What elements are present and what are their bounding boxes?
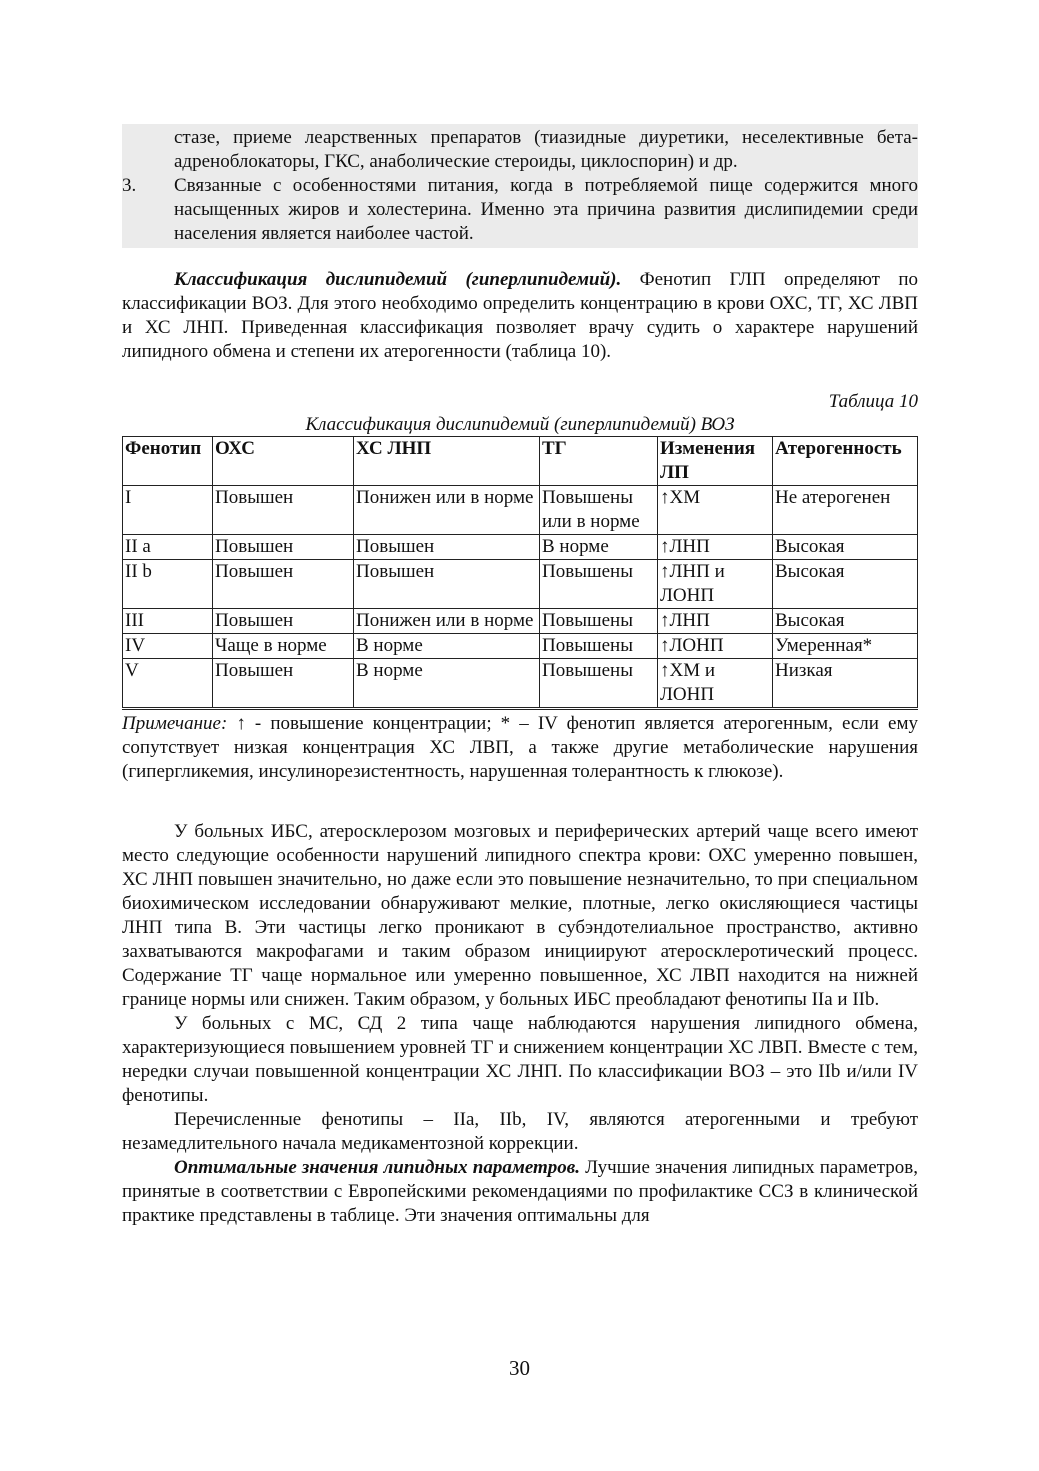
table-cell: II b — [123, 560, 213, 609]
header-ohs: ОХС — [213, 437, 354, 486]
table-cell: Повышен — [213, 535, 354, 560]
table-cell: Повышены — [540, 634, 658, 659]
table-cell: Повышены или в норме — [540, 486, 658, 535]
phenotype-table — [122, 436, 918, 710]
header-lp-changes: Изменения ЛП — [658, 437, 773, 486]
table-cell: Повышен — [354, 535, 540, 560]
table-row — [123, 486, 918, 535]
table-caption: Классификация дислипидемий (гиперлипидемий) ВОЗ — [305, 414, 735, 435]
table-cell: Понижен или в норме — [354, 486, 540, 535]
table-cell: Не атерогенен — [773, 486, 918, 535]
table-cell: Высокая — [773, 535, 918, 560]
table-cell: III — [123, 609, 213, 634]
table-row — [123, 535, 918, 560]
list-item-text: Связанные с особенностями питания, когда в потребляемой пище содержится много насыщенных жиров и холестерина. Именно эта причина развития дислипидемии среди населения является наиболее частой. — [174, 175, 918, 244]
table-row — [123, 609, 918, 634]
table-cell: В норме — [540, 535, 658, 560]
table-cell: ↑ХМ — [658, 486, 773, 535]
table-cell: IV — [123, 634, 213, 659]
optimal-values-heading: Оптимальные значения липидных параметров. — [174, 1157, 581, 1178]
table-cell: Повышен — [213, 609, 354, 634]
table-cell: Повышен — [354, 560, 540, 609]
table-row — [123, 659, 918, 709]
table-cell: Повышен — [213, 659, 354, 709]
classification-heading: Классификация дислипидемий (гиперлипидемий). — [174, 269, 622, 290]
table-cell: II a — [123, 535, 213, 560]
note-label: Примечание: — [122, 713, 228, 734]
table-cell: ↑ЛНП — [658, 609, 773, 634]
header-atherogenicity: Атерогенность — [773, 437, 918, 486]
table-cell: Понижен или в норме — [354, 609, 540, 634]
body-paragraph-2: У больных с МС, СД 2 типа чаще наблюдаются нарушения липидного обмена, характеризующиеся повышением уровней ТГ и снижением концентрации ХС ЛВП. Вместе с тем, нередки случаи повышенной концентрации ХС ЛНП. По классификации ВОЗ – это IIb и/или IV фенотипы. — [122, 1013, 918, 1106]
list-item-continuation: стазе, приеме леарственных препаратов (тиазидные диуретики, неселективные бета-адреноблокаторы, ГКС, анаболические стероиды, циклоспорин) и др. — [174, 127, 918, 172]
body-paragraph-1: У больных ИБС, атеросклерозом мозговых и периферических артерий чаще всего имеют место следующие особенности нарушений липидного спектра крови: ОХС умеренно повышен, ХС ЛНП повышен значительно, но даже если это повышение незначительно, то при специальном биохимическом исследовании обнаруживают мелкие, плотные, легко окисляющиеся частицы ЛНП типа В. Эти частицы легко проникают в субэндотелиальное пространство, активно захватываются макрофагами и таким образом инициируют атеросклеротический процесс. Содержание ТГ чаще нормальное или умеренно повышенное, ХС ЛВП находится на нижней границе нормы или снижен. Таким образом, у больных ИБС преобладают фенотипы IIa и IIb. — [122, 821, 918, 1010]
table-cell: ↑ЛОНП — [658, 634, 773, 659]
classification-paragraph — [122, 268, 918, 364]
table-cell: В норме — [354, 659, 540, 709]
list-item-number: 3. — [122, 175, 137, 196]
page-content — [122, 124, 918, 1228]
optimal-values-text: Лучшие значения липидных параметров, принятые в соответствии с Европейскими рекомендациями по профилактике ССЗ в клинической практике представлены в таблице. Эти значения оптимальны для — [122, 1157, 918, 1226]
table-cell: Повышены — [540, 659, 658, 709]
table-cell: Чаще в норме — [213, 634, 354, 659]
table-cell: ↑ЛНП и ЛОНП — [658, 560, 773, 609]
body-paragraph-3: Перечисленные фенотипы – IIa, IIb, IV, являются атерогенными и требуют незамедлительного начала медикаментозной коррекции. — [122, 1109, 918, 1154]
table-cell: ↑ХМ и ЛОНП — [658, 659, 773, 709]
table-cell: Умеренная* — [773, 634, 918, 659]
table-cell: ↑ЛНП — [658, 535, 773, 560]
classification-text: Фенотип ГЛП определяют по классификации ВОЗ. Для этого необходимо определить концентрацию в крови ОХС, ТГ, ХС ЛВП и ХС ЛНП. Приведенная классификация позволяет врачу судить о характере нарушений липидного обмена и степени их атерогенности (таблица 10). — [122, 269, 918, 362]
header-hs-lnp: ХС ЛНП — [354, 437, 540, 486]
list-item-3 — [122, 174, 918, 246]
table-cell: Повышены — [540, 560, 658, 609]
table-header-row — [123, 437, 918, 486]
table-cell: Низкая — [773, 659, 918, 709]
note-text: ↑ - повышение концентрации; * – IV фенотип является атерогенным, если ему сопутствует низкая концентрация ХС ЛВП, а также другие метаболические нарушения (гипергликемия, инсулинорезистентность, нарушенная толерантность к глюкозе). — [122, 713, 918, 782]
table-cell: Высокая — [773, 609, 918, 634]
table-row — [123, 634, 918, 659]
table-note — [122, 712, 918, 784]
header-phenotype: Фенотип — [123, 437, 213, 486]
table-cell: I — [123, 486, 213, 535]
table-row — [123, 560, 918, 609]
table-cell: Повышен — [213, 486, 354, 535]
table-cell: Высокая — [773, 560, 918, 609]
page-number: 30 — [509, 1356, 530, 1380]
optimal-values-paragraph — [122, 1156, 918, 1228]
highlighted-list-block — [122, 124, 918, 248]
table-number: Таблица 10 — [828, 391, 918, 412]
table-cell: В норме — [354, 634, 540, 659]
table-cell: Повышены — [540, 609, 658, 634]
table-cell: V — [123, 659, 213, 709]
table-cell: Повышен — [213, 560, 354, 609]
header-tg: ТГ — [540, 437, 658, 486]
